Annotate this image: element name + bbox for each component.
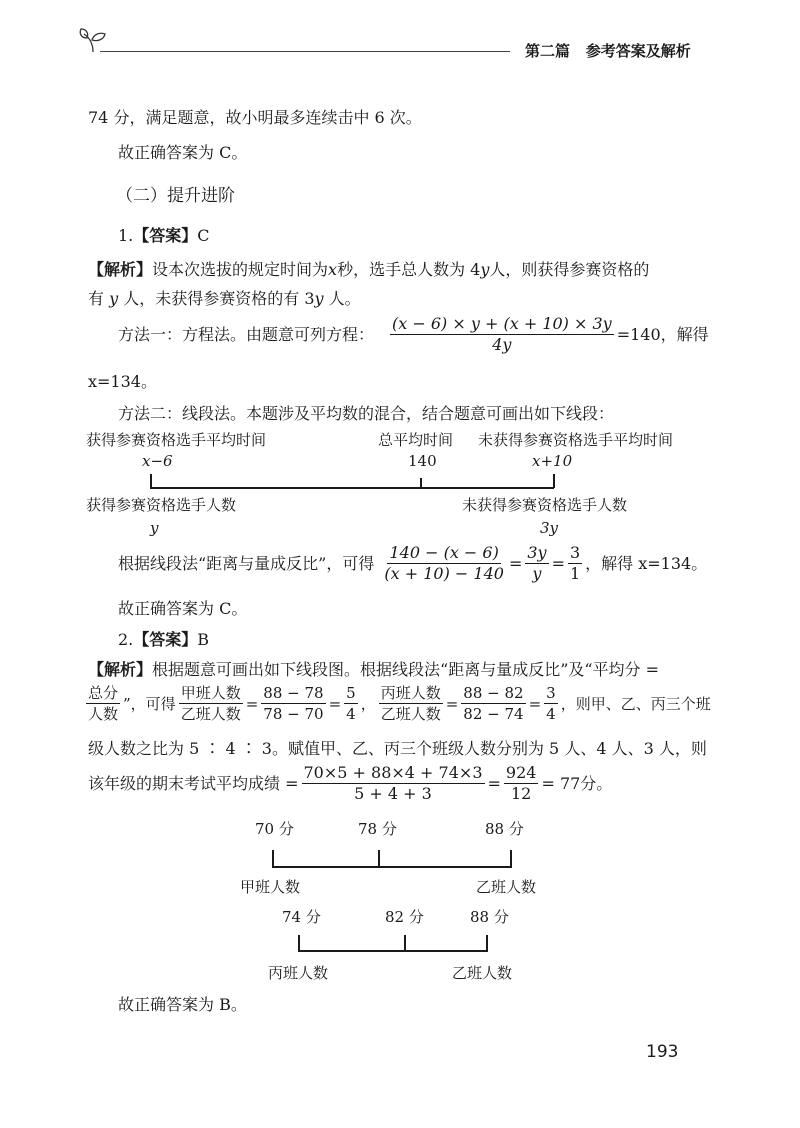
diagram1-segment — [150, 487, 554, 489]
header-rule — [100, 51, 510, 52]
q2-average-line: 该年级的期末考试平均成绩 = $\frac{70\times 5 + 88\times 4 + 74\times 3}{5 + 4 + 3}$ = $\frac{924}{12}$ = 77分。 — [88, 763, 613, 803]
ratio-line: 根据线段法“距离与量成反比”，可得 $\frac{140 - (x - 6)}{(x + 10) - 140}$ = $\frac{3y}{y}$ = $\frac{3}{1}$ ，解得 x=134。 — [118, 543, 708, 583]
diagram3-value: 82 分 — [385, 908, 424, 926]
diagram3-tick — [486, 935, 488, 951]
text-line: 74 分，满足题意，故小明最多连续击中 6 次。 — [88, 108, 422, 127]
diagram3-tick — [404, 935, 406, 951]
text-line: 故正确答案为 C。 — [118, 143, 248, 162]
text-line: 级人数之比为 5 ∶ 4 ∶ 3。赋值甲、乙、丙三个班级人数分别为 5 人、4 人、3 人，则 — [88, 739, 707, 758]
diagram2-label: 乙班人数 — [476, 878, 537, 896]
method1-line: 方法一：方程法。由题意可列方程： $\frac{(x - 6) \times y + (x + 10) \times 3y}{4y}$ =140，解得 — [118, 314, 709, 354]
diagram2-tick — [272, 850, 274, 867]
diagram3-value: 74 分 — [282, 908, 321, 926]
diagram1-tick — [553, 474, 555, 488]
q2-fraction: $\frac{5}{4}$ — [346, 684, 356, 723]
text-line: 故正确答案为 C。 — [118, 599, 248, 618]
q2-fraction: $\frac{924}{12}$ — [505, 763, 537, 803]
q2-fraction: $\frac{88 - 78}{78 - 70}$ — [263, 684, 324, 723]
diagram1-tick — [150, 474, 152, 488]
q2-fraction: $\frac{70\times 5 + 88\times 4 + 74\times 3}{5 + 4 + 3}$ — [303, 763, 483, 803]
diagram3-label: 乙班人数 — [452, 964, 513, 982]
diagram1-value: 140 — [408, 452, 437, 470]
diagram3-tick — [298, 935, 300, 951]
q2-fraction: $\frac{\text{总分}}{\text{人数}}$ — [88, 684, 119, 723]
diagram3-label: 丙班人数 — [268, 964, 329, 982]
ratio-fraction: $\frac{140 - (x - 6)}{(x + 10) - 140}$ — [384, 543, 504, 583]
ratio-fraction: $\frac{3}{1}$ — [569, 543, 581, 583]
diagram1-label: 总平均时间 — [378, 431, 454, 449]
q2-fraction: $\frac{3}{4}$ — [546, 684, 556, 723]
text-line: 方法二：线段法。本题涉及平均数的混合，结合题意可画出如下线段： — [118, 404, 615, 423]
diagram3-value: 88 分 — [470, 908, 509, 926]
section-heading: （二）提升进阶 — [116, 186, 235, 206]
diagram1-value: 3y — [540, 519, 559, 537]
q1-answer-line: 1.【答案】C — [118, 226, 210, 245]
diagram1-label: 获得参赛资格选手平均时间 — [86, 431, 267, 449]
diagram2-value: 78 分 — [358, 820, 397, 838]
diagram3-segment — [298, 950, 488, 952]
diagram2-segment — [272, 866, 512, 868]
diagram2-value: 70 分 — [255, 820, 294, 838]
diagram1-value: x+10 — [532, 452, 573, 470]
q2-fraction: $\frac{\text{丙班人数}}{\text{乙班人数}}$ — [380, 684, 441, 723]
header-title: 第二篇 参考答案及解析 — [525, 42, 691, 60]
q1-analysis-line2: 有 y 人，未获得参赛资格的有 3y 人。 — [88, 289, 361, 308]
diagram2-label: 甲班人数 — [240, 878, 301, 896]
q2-answer-line: 2.【答案】B — [118, 630, 210, 649]
diagram1-label: 未获得参赛资格选手平均时间 — [478, 431, 674, 449]
leaf-icon — [78, 26, 108, 58]
diagram1-label: 未获得参赛资格选手人数 — [462, 496, 628, 514]
q2-analysis-line2: $\frac{\text{总分}}{\text{人数}}$ ”，可得 $\frac{\text{甲班人数}}{\text{乙班人数}}$ = $\frac{88 - 78}{78 - 70}$ = $\frac{5}{4}$ ， $\frac{\text{丙班人数}}{\text{乙班人数}}$ = $\frac{88 - 82}{82 - 74}$ = $\frac{3}{4}$ ，则甲、乙、丙三个班 — [88, 684, 711, 723]
diagram1-label: 获得参赛资格选手人数 — [86, 496, 237, 514]
ratio-fraction: $\frac{3y}{y}$ — [527, 543, 547, 583]
diagram1-value: y — [150, 519, 159, 537]
q2-analysis-line1: 【解析】根据题意可画出如下线段图。根据线段法“距离与量成反比”及“平均分 = — [88, 660, 660, 679]
text-line: x=134。 — [88, 372, 157, 391]
diagram2-tick — [510, 850, 512, 867]
q2-fraction: $\frac{88 - 82}{82 - 74}$ — [463, 684, 524, 723]
diagram1-value: x−6 — [142, 452, 173, 470]
q1-analysis-line1: 【解析】设本次选拔的规定时间为x秒，选手总人数为 4y人，则获得参赛资格的 — [88, 260, 650, 279]
q2-fraction: $\frac{\text{甲班人数}}{\text{乙班人数}}$ — [180, 684, 241, 723]
page-number: 193 — [646, 1042, 679, 1062]
method1-fraction: $\frac{(x - 6) \times y + (x + 10) \times 3y}{4y}$ — [392, 314, 612, 354]
diagram1-tick — [420, 478, 422, 488]
diagram2-tick — [378, 850, 380, 867]
diagram2-value: 88 分 — [485, 820, 524, 838]
text-line: 故正确答案为 B。 — [118, 995, 247, 1014]
